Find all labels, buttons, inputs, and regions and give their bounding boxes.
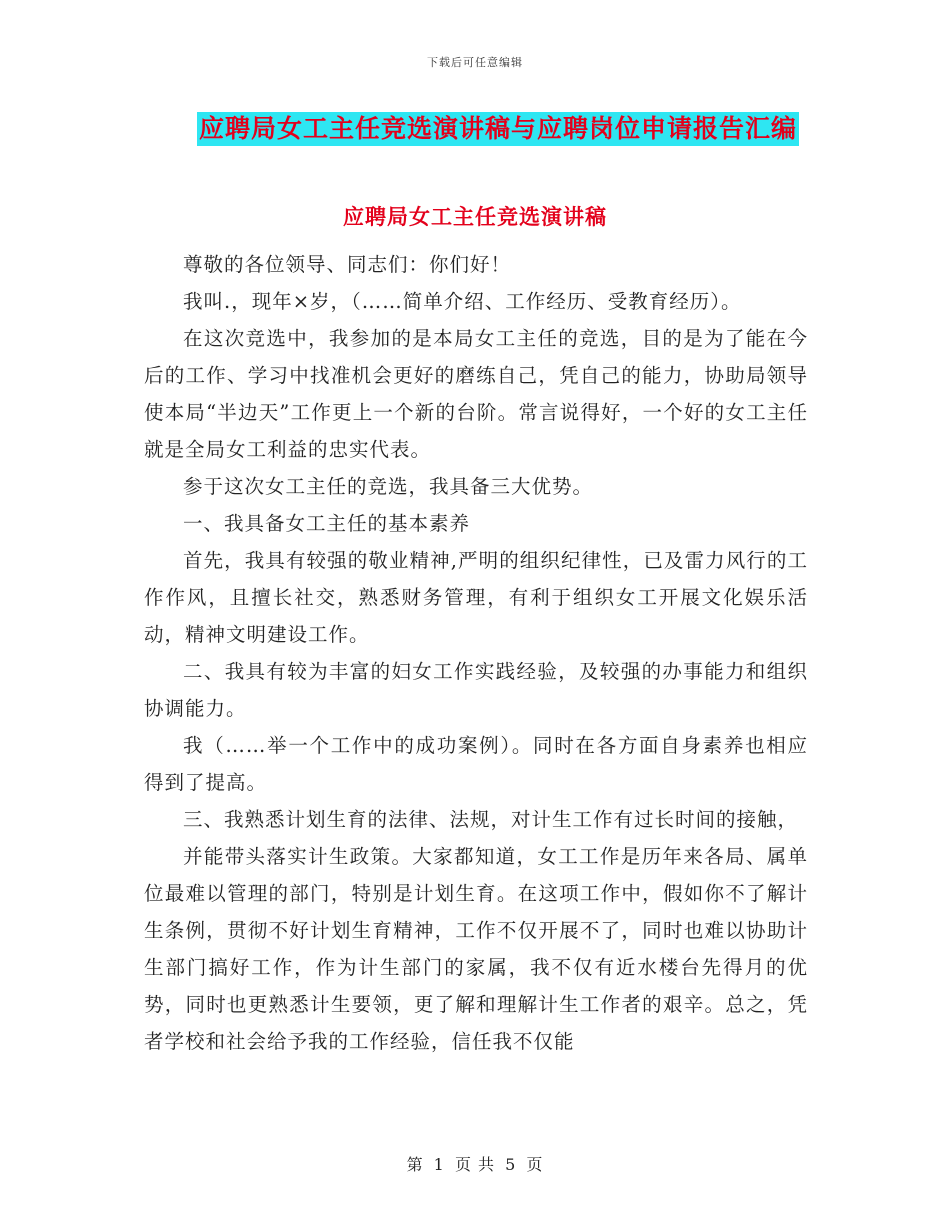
document-body xyxy=(144,246,808,1060)
paragraph: 在这次竞选中，我参加的是本局女工主任的竞选，目的是为了能在今后的工作、学习中找准机会更好的磨练自己，凭自己的能力，协助局领导使本局“半边天”工作更上一个新的台阶。常言说得好，一个好的女工主任就是全局女工利益的忠实代表。 xyxy=(144,327,808,461)
page-footer xyxy=(0,1152,950,1175)
header-note: 下载后可任意编辑 xyxy=(427,56,523,69)
paragraph: 首先，我具有较强的敬业精神,严明的组织纪律性，已及雷力风行的工作作风，且擅长社交，熟悉财务管理，有利于组织女工开展文化娱乐活动，精神文明建设工作。 xyxy=(144,549,808,646)
page-number: 1 xyxy=(433,1155,445,1174)
paragraph: 我叫.，现年×岁，（……简单介绍、工作经历、受教育经历）。 xyxy=(183,290,742,313)
paragraph: 尊敬的各位领导、同志们：你们好！ xyxy=(183,253,512,276)
footer-middle: 页 共 xyxy=(454,1155,496,1174)
paragraph: 我（……举一个工作中的成功案例）。同时在各方面自身素养也相应得到了提高。 xyxy=(144,734,808,794)
footer-suffix: 页 xyxy=(526,1155,544,1174)
document-title-container xyxy=(0,112,950,146)
paragraph: 参于这次女工主任的竞选，我具备三大优势。 xyxy=(183,475,594,498)
section-title: 应聘局女工主任竞选演讲稿 xyxy=(343,205,607,229)
paragraph: 并能带头落实计生政策。大家都知道，女工工作是历年来各局、属单位最难以管理的部门，特别是计划生育。在这项工作中，假如你不了解计生条例，贯彻不好计划生育精神，工作不仅开展不了，同时也难以协助计生部门搞好工作，作为计生部门的家属，我不仅有近水楼台先得月的优势，同时也更熟悉计生要领，更了解和理解计生工作者的艰辛。总之，凭者学校和社会给予我的工作经验，信任我不仅能 xyxy=(144,845,808,1053)
paragraph: 一、我具备女工主任的基本素养 xyxy=(183,512,471,535)
document-title: 应聘局女工主任竞选演讲稿与应聘岗位申请报告汇编 xyxy=(197,112,799,146)
footer-prefix: 第 xyxy=(406,1155,424,1174)
page-total: 5 xyxy=(505,1155,517,1174)
paragraph: 二、我具有较为丰富的妇女工作实践经验，及较强的办事能力和组织协调能力。 xyxy=(144,660,808,720)
paragraph: 三、我熟悉计划生育的法律、法规，对计生工作有过长时间的接触， xyxy=(183,808,799,831)
